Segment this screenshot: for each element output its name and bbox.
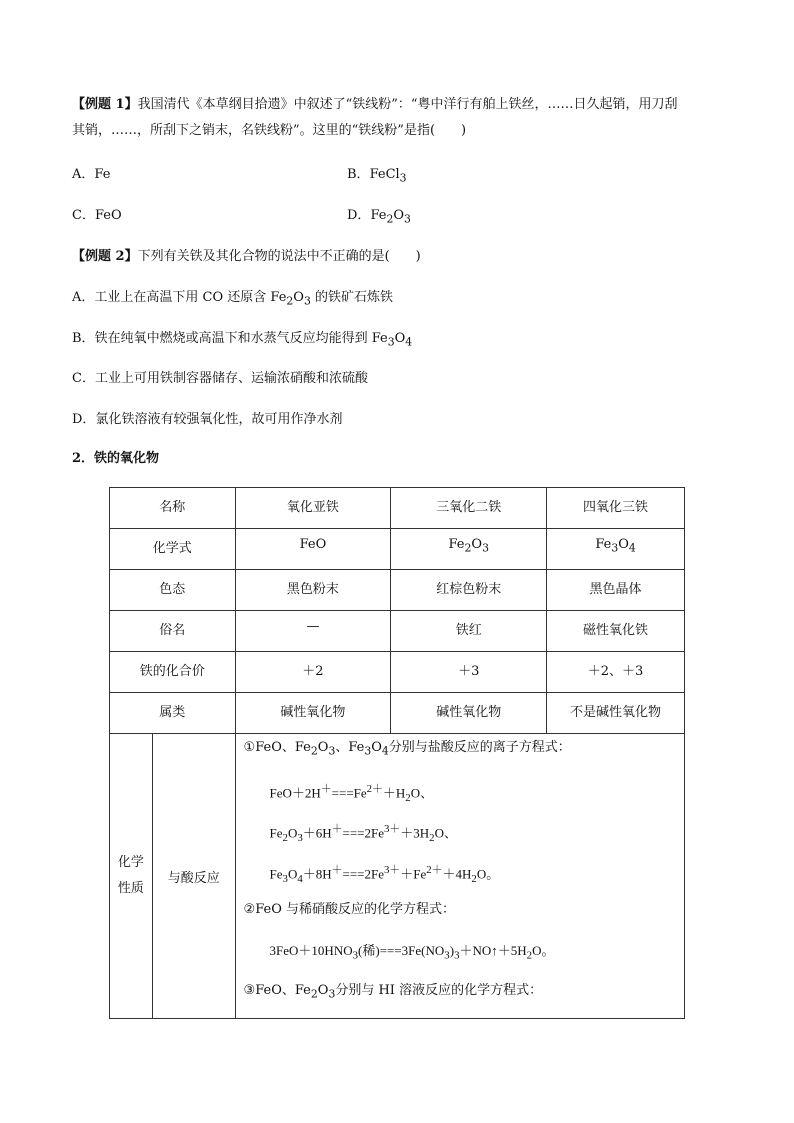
cell-feo: 黑色粉末 [235, 570, 391, 611]
cell-fe2o3: 铁红 [391, 611, 547, 652]
cell-feo: ＋2 [235, 652, 391, 693]
table-row-chemical-properties [110, 734, 685, 1019]
cell-fe2o3: 三氧化二铁 [391, 488, 547, 529]
equation-feo-hcl: $FeO+2H^+===Fe^{2+}+H_2O$、 [269, 782, 434, 804]
example-2-option-d: D．氯化铁溶液有较强氧化性，故可用作净水剂 [72, 412, 343, 427]
cell-fe3o4: 不是碱性氧化物 [547, 693, 685, 734]
table-row-appearance [110, 570, 685, 611]
cell-fe2o3: $Fe_2O_3$ [391, 529, 547, 570]
example-1-option-b: B．FeCl$_3$ [347, 167, 407, 185]
row-label: 铁的化合价 [110, 652, 236, 693]
cell-fe3o4: ＋2、＋3 [547, 652, 685, 693]
table-row-name [110, 488, 685, 529]
table-row-class [110, 693, 685, 734]
cell-fe3o4: $Fe_3O_4$ [547, 529, 685, 570]
table-row-common-name [110, 611, 685, 652]
example-1-tag: 【例题 1】 [72, 97, 138, 112]
example-2-question: 【例题 2】下列有关铁及其化合物的说法中不正确的是( ) [72, 249, 421, 264]
example-2-option-a: A．工业上在高温下用 CO 还原含 $Fe_2O_3$ 的铁矿石炼铁 [72, 290, 393, 308]
equation-fe3o4-hcl: $Fe_3O_4+8H^+===2Fe^{3+}+Fe^{2+}+4H_2O$。 [269, 863, 500, 885]
cell-fe2o3: 碱性氧化物 [391, 693, 547, 734]
cell-fe2o3: ＋3 [391, 652, 547, 693]
example-2-option-b: B．铁在纯氧中燃烧或高温下和水蒸气反应均能得到 $Fe_3O_4$ [72, 331, 413, 349]
row-label: 色态 [110, 570, 236, 611]
example-1-question [72, 92, 732, 144]
cell-feo: 氧化亚铁 [235, 488, 391, 529]
equation-fe2o3-hcl: $Fe_2O_3+6H^+===2Fe^{3+}+3H_2O$、 [269, 823, 457, 844]
acid-reaction-label: 与酸反应 [152, 734, 235, 1019]
cell-fe3o4: 四氧化三铁 [547, 488, 685, 529]
row-label: 化学式 [110, 529, 236, 570]
item-2-heading: ②FeO 与稀硝酸反应的化学方程式： [243, 902, 455, 917]
table-row-valence [110, 652, 685, 693]
row-label: 俗名 [110, 611, 236, 652]
section-title: 2．铁的氧化物 [72, 451, 160, 466]
row-label: 属类 [110, 693, 236, 734]
cell-feo: FeO [235, 529, 391, 570]
example-1-option-a: A．Fe [72, 167, 111, 182]
cell-feo: 碱性氧化物 [235, 693, 391, 734]
cell-fe3o4: 磁性氧化铁 [547, 611, 685, 652]
example-1-option-c: C．FeO [72, 208, 122, 223]
item-1-heading: ①FeO、$Fe_2O_3$、$Fe_3O_4$分别与盐酸反应的离子方程式： [243, 740, 571, 758]
example-1-option-d: D．$Fe_2O_3$ [347, 208, 411, 226]
example-1-text-line1: 我国清代《本草纲目拾遗》中叙述了“铁线粉”：“粤中洋行有舶上铁丝，……日久起销，用刀刮 [137, 97, 678, 112]
item-3-heading: ③FeO、$Fe_2O_3$分别与 HI 溶液反应的化学方程式： [243, 983, 543, 1001]
table-row-formula [110, 529, 685, 570]
cell-fe2o3: 红棕色粉末 [391, 570, 547, 611]
row-label: 名称 [110, 488, 236, 529]
iron-oxides-table [109, 487, 685, 1019]
acid-reaction-content [235, 734, 684, 1019]
chem-prop-label: 化学 性质 [110, 734, 153, 1019]
example-1-text-line2: 其销，……，所刮下之销末，名铁线粉”。这里的“铁线粉”是指( ) [72, 123, 467, 138]
equation-feo-hno3: $3FeO+10HNO_3$(稀)$===3Fe(NO_3)_3+NO↑+5H_2O$。 [269, 942, 555, 962]
example-2-option-c: C．工业上可用铁制容器储存、运输浓硝酸和浓硫酸 [72, 371, 368, 386]
cell-fe3o4: 黑色晶体 [547, 570, 685, 611]
cell-feo: — [235, 611, 391, 652]
